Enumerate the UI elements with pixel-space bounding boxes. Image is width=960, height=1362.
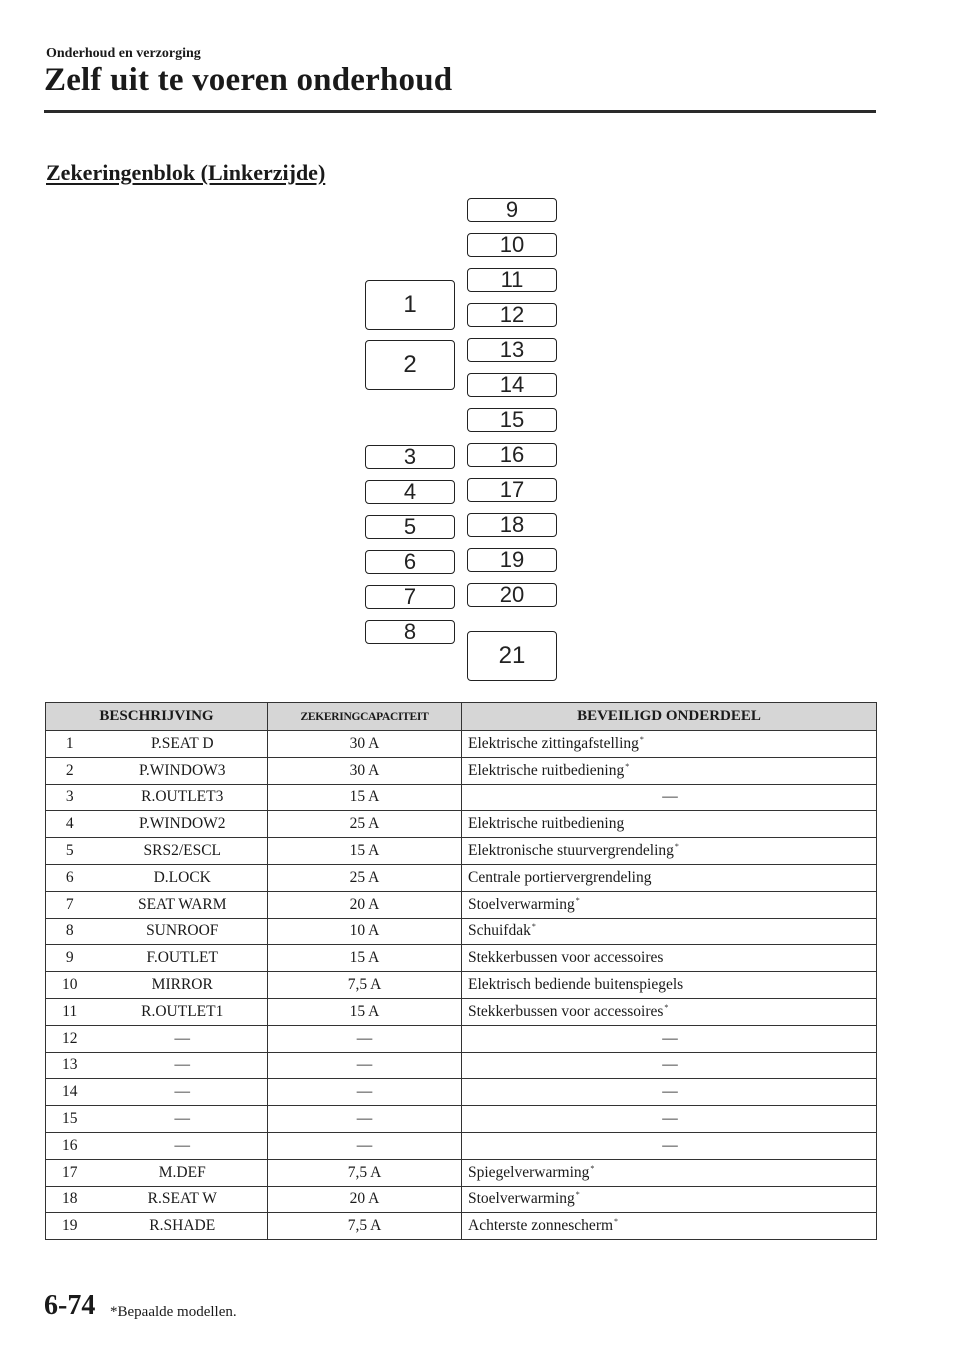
protected-component [462,1159,877,1186]
table-row [46,864,877,891]
fuse-capacity: — [268,1052,462,1079]
protected-component [462,972,877,999]
fuse-description: — [98,1132,268,1159]
component-name: Stoelverwarming [468,895,575,913]
fuse-3: 3 [365,445,455,469]
table-row [46,1159,877,1186]
fuse-description: M.DEF [98,1159,268,1186]
fuse-8: 8 [365,620,455,644]
fuse-13: 13 [467,338,557,362]
fuse-capacity: 15 A [268,945,462,972]
header-component: BEVEILIGD ONDERDEEL [462,703,877,731]
component-name: Achterste zonnescherm [468,1217,614,1235]
protected-component [462,998,877,1025]
fuse-2: 2 [365,340,455,390]
component-name: Elektrische ruitbediening [468,815,625,833]
page-title: Zelf uit te voeren onderhoud [44,62,453,98]
table-row [46,972,877,999]
fuse-capacity: 10 A [268,918,462,945]
table-row [46,1052,877,1079]
table-row [46,838,877,865]
table-header-row [46,703,877,731]
fuse-capacity: 25 A [268,811,462,838]
fuse-capacity: 20 A [268,1186,462,1213]
fuse-7: 7 [365,585,455,609]
component-name: Stekkerbussen voor accessoires [468,949,664,967]
protected-component [462,1132,877,1159]
table-row [46,811,877,838]
component-name: — [662,1083,678,1101]
fuse-description: P.SEAT D [98,731,268,758]
fuse-description: P.WINDOW2 [98,811,268,838]
fuse-number: 16 [46,1132,98,1159]
table-row [46,891,877,918]
model-specific-marker: * [674,842,679,852]
fuse-description: MIRROR [98,972,268,999]
fuse-16: 16 [467,443,557,467]
fuse-capacity: — [268,1079,462,1106]
protected-component [462,1052,877,1079]
fuse-description: R.SEAT W [98,1186,268,1213]
fuse-number: 13 [46,1052,98,1079]
fuse-capacity: 25 A [268,864,462,891]
fuse-number: 1 [46,731,98,758]
fuse-capacity: — [268,1132,462,1159]
fuse-number: 6 [46,864,98,891]
fuse-description: SEAT WARM [98,891,268,918]
fuse-1: 1 [365,280,455,330]
table-row [46,1213,877,1240]
component-name: — [662,1136,678,1154]
table-row [46,998,877,1025]
fuse-6: 6 [365,550,455,574]
table-row [46,731,877,758]
fuse-capacity: 7,5 A [268,1213,462,1240]
model-specific-marker: * [590,1163,595,1173]
fuse-number: 3 [46,784,98,811]
fuse-capacity: 20 A [268,891,462,918]
fuse-20: 20 [467,583,557,607]
fuse-number: 17 [46,1159,98,1186]
protected-component [462,891,877,918]
model-specific-marker: * [639,734,644,744]
fuse-capacity: 15 A [268,838,462,865]
fuse-number: 18 [46,1186,98,1213]
fuse-description: R.OUTLET3 [98,784,268,811]
model-specific-marker: * [575,895,580,905]
protected-component [462,918,877,945]
fuse-number: 9 [46,945,98,972]
component-name: Spiegelverwarming [468,1163,590,1181]
model-specific-marker: * [575,1190,580,1200]
footnote: *Bepaalde modellen. [110,1304,237,1320]
fuse-description: SUNROOF [98,918,268,945]
fuse-18: 18 [467,513,557,537]
fuse-number: 19 [46,1213,98,1240]
model-specific-marker: * [614,1217,619,1227]
table-row [46,1186,877,1213]
fuse-number: 15 [46,1106,98,1133]
protected-component [462,838,877,865]
model-specific-marker: * [664,1002,669,1012]
protected-component [462,757,877,784]
fuse-description: — [98,1052,268,1079]
protected-component [462,811,877,838]
fuse-number: 2 [46,757,98,784]
table-row [46,757,877,784]
fuse-5: 5 [365,515,455,539]
protected-component [462,1106,877,1133]
fuse-description: SRS2/ESCL [98,838,268,865]
fuse-capacity: 7,5 A [268,972,462,999]
protected-component [462,945,877,972]
fuse-17: 17 [467,478,557,502]
fuse-4: 4 [365,480,455,504]
component-name: Stekkerbussen voor accessoires [468,1002,664,1020]
component-name: Elektronische stuurvergrendeling [468,842,674,860]
fuse-description: P.WINDOW3 [98,757,268,784]
header-capacity: ZEKERINGCAPACITEIT [268,703,462,731]
table-row [46,1025,877,1052]
fuse-capacity: 30 A [268,731,462,758]
fuse-description: — [98,1025,268,1052]
table-row [46,784,877,811]
component-name: — [662,1056,678,1074]
fuse-21: 21 [467,631,557,681]
fuse-14: 14 [467,373,557,397]
fuse-number: 4 [46,811,98,838]
fuse-number: 14 [46,1079,98,1106]
fuse-number: 7 [46,891,98,918]
page-number: 6-74 [44,1290,96,1321]
fuse-description: — [98,1079,268,1106]
component-name: — [662,788,678,806]
fuse-9: 9 [467,198,557,222]
fuse-number: 12 [46,1025,98,1052]
protected-component [462,864,877,891]
component-name: — [662,1029,678,1047]
section-label: Onderhoud en verzorging [46,46,201,61]
model-specific-marker: * [625,761,630,771]
fuse-description: D.LOCK [98,864,268,891]
protected-component [462,1079,877,1106]
component-name: Elektrische ruitbediening [468,761,625,779]
protected-component [462,1186,877,1213]
fuse-description: — [98,1106,268,1133]
fuse-capacity: — [268,1106,462,1133]
title-divider [44,110,876,113]
component-name: Centrale portiervergrendeling [468,868,652,886]
fuse-number: 8 [46,918,98,945]
fuse-11: 11 [467,268,557,292]
fuse-description: R.SHADE [98,1213,268,1240]
fuse-capacity: — [268,1025,462,1052]
table-row [46,1106,877,1133]
fuse-12: 12 [467,303,557,327]
fuse-number: 10 [46,972,98,999]
model-specific-marker: * [531,922,536,932]
fuse-15: 15 [467,408,557,432]
fuse-10: 10 [467,233,557,257]
table-row [46,1132,877,1159]
component-name: Elektrisch bediende buitenspiegels [468,976,684,994]
fuse-capacity: 15 A [268,784,462,811]
fuse-table [45,702,877,1240]
fuse-19: 19 [467,548,557,572]
fuse-description: F.OUTLET [98,945,268,972]
fuse-number: 5 [46,838,98,865]
component-name: Elektrische zittingafstelling [468,734,639,752]
fuse-number: 11 [46,998,98,1025]
fuse-description: R.OUTLET1 [98,998,268,1025]
fuse-capacity: 15 A [268,998,462,1025]
fuse-capacity: 30 A [268,757,462,784]
protected-component [462,731,877,758]
component-name: Schuifdak [468,922,531,940]
component-name: — [662,1110,678,1128]
table-row [46,918,877,945]
protected-component [462,1213,877,1240]
fuse-block-heading: Zekeringenblok (Linkerzijde) [46,160,326,185]
protected-component [462,1025,877,1052]
table-row [46,945,877,972]
fuse-capacity: 7,5 A [268,1159,462,1186]
protected-component [462,784,877,811]
table-row [46,1079,877,1106]
component-name: Stoelverwarming [468,1190,575,1208]
header-description: BESCHRIJVING [46,703,268,731]
